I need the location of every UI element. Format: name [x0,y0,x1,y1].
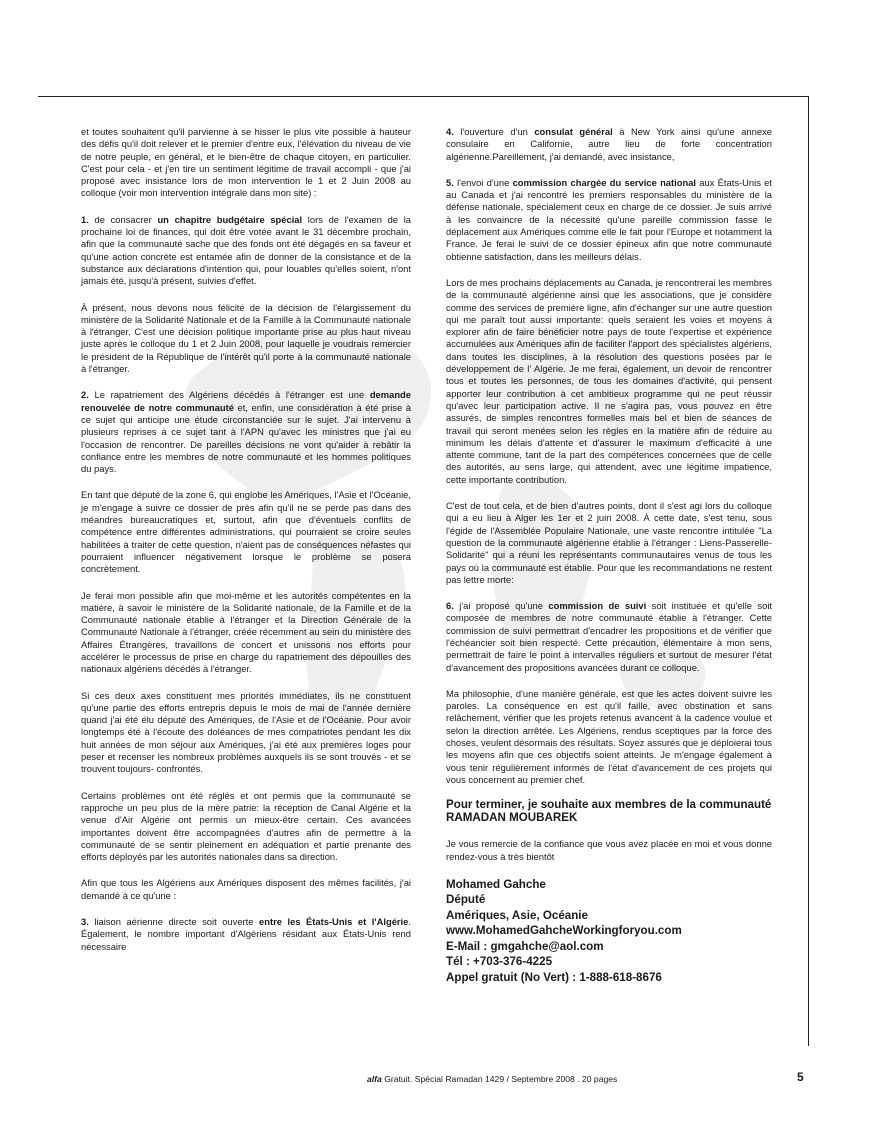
footer-brand: alfa [367,1074,382,1084]
paragraph: En tant que député de la zone 6, qui englobe les Amériques, l'Asie et l'Océanie, je m'engage à suivre ce dossier de près afin qu'il ne se perde pas dans des méandres bureaucratiques et, surtout, afin que d'éventuels conflits de compétence entre différentes administrations, qui pourraient se croire seules habilitées à traiter de cette question, n'aient pas de conséquences néfastes qui pourraient influencer négativement lorsque le problème se posera concrètement. [81,489,411,575]
signature-email[interactable]: E-Mail : gmgahche@aol.com [446,939,604,953]
paragraph: Je ferai mon possible afin que moi-même et les autorités compétentes en la matière, à savoir le ministère de la Solidarité nationale, de la Famille et de la Communauté nationale établie à l'étranger et la Direction Générale de la Communauté Nationale à l'étranger, créée récemment au sein du ministère des Affaires Étrangères, travaillons de concert et unissons nos efforts pour accélérer le processus de prise en charge du rapatriement des dépouilles des nationaux algériens décédés à l'étranger. [81,589,411,675]
paragraph-point-4: 4. l'ouverture d'un consulat général à New York ainsi qu'une annexe consulaire en Californie, autre lieu de forte concentration algérienne.Pareillement, j'ai demandé, avec insistance, [446,126,772,162]
closing-title: Pour terminer, je souhaite aux membres de la communauté RAMADAN MOUBAREK [446,798,772,825]
page-footer [367,1074,617,1084]
paragraph: Ma philosophie, d'une manière générale, est que les actes doivent suivre les paroles. La conséquence en est qu'il faille, avec obstination et sans relâchement, vérifier que les projets retenus avancent à la cadence voulue et selon la direction arrêtée. Les Algériens, rendus sceptiques par la force des choses, veulent désormais des résultats. Soyez assurés que je déploierai tous les moyens afin que ces objectifs soient atteints. Je m'engage également à vous tenir régulièrement informés de l'état d'avancement de ces projets qui vous concernent au premier chef. [446,687,772,785]
signature-zone: Amériques, Asie, Océanie [446,908,588,922]
paragraph: À présent, nous devons nous félicité de la décision de l'élargissement du ministère de la Solidarité Nationale et de la Famille à la Communauté nationale à l'étranger. C'est une décision politique importante prise au plus haut niveau juste après le colloque du 1 et 2 Juin 2008, pour laquelle je voudrais remercier le président de la République de l'intérêt qu'il porte à la communauté nationale à l'étranger. [81,301,411,375]
paragraph: Certains problèmes ont été réglés et ont permis que la communauté se rapproche un peu plus de la mère patrie: la réception de Canal Algérie et la venue d'Air Algérie ont permis un mieux-être certain. Ces avancées importantes doivent être accompagnées d'autres afin de permettre à la communauté de se sentir pleinement en adéquation et partie prenante des efforts déployés par les autorités nationales dans sa direction. [81,789,411,863]
footer-text: Gratuit. Spécial Ramadan 1429 / Septembre 2008 . 20 pages [381,1074,618,1084]
paragraph-point-3: 3. liaison aérienne directe soit ouverte entre les États-Unis et l'Algérie. Également, le nombre important d'Algériens résidant aux États-Unis rend nécessaire [81,916,411,952]
paragraph-point-1: 1. de consacrer un chapitre budgétaire spécial lors de l'examen de la prochaine loi de finances, qui doit être votée avant le 31 décembre prochain, afin que la communauté sache que des fonds ont été dégagés en sa faveur et qu'une action concrète est entamée afin de donner de la consistance et de la substance aux déclarations d'intention qui, pour louables qu'elles soient, n'ont jamais été, jusqu'à présent, suivies d'effet. [81,213,411,287]
right-rule [808,96,809,1046]
paragraph: Afin que tous les Algériens aux Amériques disposent des mêmes facilités, j'ai demandé à ce qu'une : [81,877,411,901]
signature-role: Député [446,893,486,907]
paragraph: Lors de mes prochains déplacements au Canada, je rencontrerai les membres de la communauté algérienne ainsi que les associations, que je considère comme des services de première ligne, afin d'échanger sur une autre question qui me paraît tout aussi importante: quels seraient les voies et moyens à explorer afin de faire bénéficier notre pays de toute l'expertise et expérience accumulées aux Amériques afin de faciliter l'apport des spécialistes algériens, dans toutes les disciplines, à la résolution des questions posées par le développement de l' Algérie. Je me ferai, également, un devoir de rencontrer tous et toutes les personnes, de tous les domaines d'activité, qui pensent apporter leur contribution à cet ambitieux programme qui ne peut réussir qu'avec leur participation active. Il ne s'agira pas, vous pouvez en être assurés, de simples rencontres formelles mais bel et bien de séances de travail qui seront menées selon les règles en la matière afin de réduire au minimum les délais d'attente et d'assurer le maximum d'efficacité à une attente commune, tant de la part des compétences concernées que de celle des autorités, au sens large, qui attendent, avec une légitime impatience, cette importante contribution. [446,276,772,485]
paragraph-point-5: 5. l'envoi d'une commission chargée du service national aux États-Unis et au Canada et j'ai rencontré les premiers responsables du ministère de la défense nationale, spécialement ceux en charge de ce dossier. Je suis arrivé à les convaincre de la nécessité qu'une pareille commission fasse le déplacement aux Amériques comme elle le fait pour l'Europe et notamment la France. Je ferai le suivi de ce dossier épineux afin que notre communauté obtienne satisfaction, dans les meilleurs délais. [446,176,772,262]
right-column [446,126,772,985]
paragraph: et toutes souhaitent qu'il parvienne à se hisser le plus vite possible à hauteur des défis qu'il doit relever et le premier d'entre eux, l'élévation du niveau de vie de notre peuple, en général, et le bien-être de chaque citoyen, en particulier. C'est pour cela - et j'en tire un sentiment légitime de travail accompli - que j'ai proposé avec insistance lors de mon intervention le 1 et 2 Juin 2008 au colloque (voir mon intervention intégrale dans mon site) : [81,126,411,199]
signature-toll-free: Appel gratuit (No Vert) : 1-888-618-8676 [446,970,662,984]
signature-website[interactable]: www.MohamedGahcheWorkingforyou.com [446,924,682,938]
signature-name: Mohamed Gahche [446,877,546,891]
paragraph: C'est de tout cela, et de bien d'autres points, dont il s'est agi lors du colloque qui a eu lieu à Alger les 1er et 2 juin 2008. À cette date, s'est tenu, sous l'égide de l'Assemblée Populaire Nationale, une vaste rencontre intitulée "La question de la communauté algérienne établie à l'étranger : Liens-Passerelle-Solidarité" qui a réuni les représentants communautaires venus de tous les pays où la communauté est établie. Pour que les recommandations ne restent pas lettre morte: [446,500,772,585]
signature-block [446,877,772,986]
top-rule [38,96,808,97]
closing-text: Je vous remercie de la confiance que vous avez placée en moi et vous donne rendez-vous à très bientôt [446,838,772,862]
signature-phone: Tél : +703-376-4225 [446,955,553,969]
paragraph-point-6: 6. j'ai proposé qu'une commission de suivi soit instituée et qu'elle soit composée de membres de notre communauté établie à l'étranger. Cette commission de suivi permettrait d'encadrer les propositions et de vérifier que l'échéancier soit bien respecté. Cette précaution, élémentaire à mon sens, permettrait de faire le point à intervalles réguliers et surtout de mesurer l'état d'avancement des propositions avancées durant ce colloque. [446,600,773,673]
page-number: 5 [797,1070,804,1084]
paragraph-point-2: 2. Le rapatriement des Algériens décédés à l'étranger est une demande renouvelée de notre communauté et, enfin, une considération à été prise à ce sujet qui anticipe une étude circonstanciée sur le sujet. J'ai intervenu à plusieurs reprises à ce sujet tant à l'APN qu'avec les ministres que j'ai eu l'occasion de rencontrer. De pareilles décisions ne vont qu'aider à rebâtir la confiance entre les membres de notre communauté et les hommes politiques du pays. [81,389,411,475]
left-column [81,126,411,967]
paragraph: Si ces deux axes constituent mes priorités immédiates, ils ne constituent qu'une partie des efforts entrepris depuis le mois de mai de l'année dernière quand j'ai été élu député des Amériques, de l'Asie et de l'Océanie. Pour avoir longtemps été à l'écoute des doléances de mes compatriotes pendant les dix huit années de mon séjour aux Amériques, j'ai été aux premières loges pour peser et recenser les nombreux problèmes auxquels ils se sont trouvés - et se trouvent toujours- confrontés. [81,689,411,775]
